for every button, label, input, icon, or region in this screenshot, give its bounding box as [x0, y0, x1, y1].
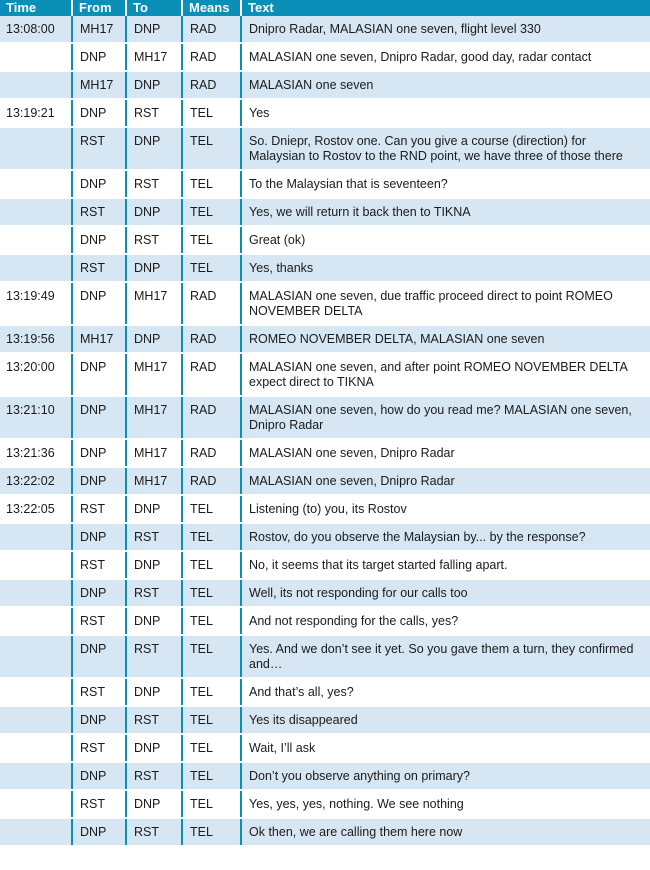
header-means: Means	[182, 0, 241, 16]
cell-time: 13:22:02	[0, 467, 72, 495]
cell-from: RST	[72, 495, 126, 523]
cell-text: To the Malaysian that is seventeen?	[241, 170, 650, 198]
cell-from: RST	[72, 254, 126, 282]
cell-means: TEL	[182, 706, 241, 734]
cell-to: RST	[126, 635, 182, 678]
table-row	[0, 523, 650, 551]
cell-time	[0, 607, 72, 635]
cell-from: DNP	[72, 439, 126, 467]
table-row	[0, 226, 650, 254]
cell-time	[0, 254, 72, 282]
cell-to: MH17	[126, 43, 182, 71]
cell-to: DNP	[126, 551, 182, 579]
cell-from: DNP	[72, 762, 126, 790]
cell-to: DNP	[126, 678, 182, 706]
cell-means: TEL	[182, 678, 241, 706]
cell-time	[0, 762, 72, 790]
cell-from: DNP	[72, 706, 126, 734]
table-row	[0, 762, 650, 790]
table-row	[0, 495, 650, 523]
cell-from: DNP	[72, 170, 126, 198]
cell-time	[0, 706, 72, 734]
cell-to: RST	[126, 706, 182, 734]
table-body	[0, 16, 650, 846]
cell-means: TEL	[182, 170, 241, 198]
cell-from: DNP	[72, 226, 126, 254]
header-to: To	[126, 0, 182, 16]
cell-text: Great (ok)	[241, 226, 650, 254]
cell-text: Don’t you observe anything on primary?	[241, 762, 650, 790]
cell-time	[0, 790, 72, 818]
cell-time	[0, 127, 72, 170]
cell-to: DNP	[126, 16, 182, 43]
cell-time: 13:20:00	[0, 353, 72, 396]
cell-time	[0, 579, 72, 607]
cell-time: 13:22:05	[0, 495, 72, 523]
table-row	[0, 439, 650, 467]
cell-from: RST	[72, 198, 126, 226]
cell-means: RAD	[182, 43, 241, 71]
cell-text: MALASIAN one seven, due traffic proceed direct to point ROMEO NOVEMBER DELTA	[241, 282, 650, 325]
table-header	[0, 0, 650, 16]
table-row	[0, 579, 650, 607]
cell-text: Yes, we will return it back then to TIKNA	[241, 198, 650, 226]
cell-time	[0, 226, 72, 254]
cell-to: MH17	[126, 396, 182, 439]
cell-to: RST	[126, 818, 182, 846]
cell-time	[0, 734, 72, 762]
cell-from: DNP	[72, 818, 126, 846]
cell-from: DNP	[72, 579, 126, 607]
cell-to: DNP	[126, 325, 182, 353]
cell-text: Rostov, do you observe the Malaysian by... by the response?	[241, 523, 650, 551]
cell-from: RST	[72, 607, 126, 635]
cell-text: Yes, thanks	[241, 254, 650, 282]
cell-text: MALASIAN one seven, and after point ROMEO NOVEMBER DELTA expect direct to TIKNA	[241, 353, 650, 396]
table-row	[0, 467, 650, 495]
cell-time: 13:19:21	[0, 99, 72, 127]
cell-from: RST	[72, 127, 126, 170]
cell-from: RST	[72, 551, 126, 579]
cell-means: TEL	[182, 523, 241, 551]
cell-text: Yes	[241, 99, 650, 127]
cell-text: MALASIAN one seven, Dnipro Radar, good day, radar contact	[241, 43, 650, 71]
table-row	[0, 551, 650, 579]
header-time: Time	[0, 0, 72, 16]
cell-means: RAD	[182, 325, 241, 353]
cell-to: RST	[126, 170, 182, 198]
table-row	[0, 325, 650, 353]
cell-from: DNP	[72, 635, 126, 678]
cell-to: DNP	[126, 607, 182, 635]
cell-means: TEL	[182, 818, 241, 846]
cell-time	[0, 43, 72, 71]
cell-text: And not responding for the calls, yes?	[241, 607, 650, 635]
cell-text: MALASIAN one seven, Dnipro Radar	[241, 467, 650, 495]
cell-to: DNP	[126, 495, 182, 523]
table-row	[0, 353, 650, 396]
cell-time	[0, 635, 72, 678]
cell-to: RST	[126, 579, 182, 607]
cell-to: DNP	[126, 127, 182, 170]
cell-means: TEL	[182, 99, 241, 127]
cell-to: DNP	[126, 790, 182, 818]
cell-time	[0, 198, 72, 226]
cell-means: TEL	[182, 254, 241, 282]
cell-means: TEL	[182, 607, 241, 635]
cell-means: TEL	[182, 495, 241, 523]
cell-to: DNP	[126, 198, 182, 226]
cell-text: Ok then, we are calling them here now	[241, 818, 650, 846]
cell-means: TEL	[182, 762, 241, 790]
cell-from: MH17	[72, 71, 126, 99]
cell-time	[0, 818, 72, 846]
table-row	[0, 16, 650, 43]
table-row	[0, 607, 650, 635]
cell-from: DNP	[72, 99, 126, 127]
cell-from: RST	[72, 734, 126, 762]
cell-from: RST	[72, 678, 126, 706]
cell-time	[0, 170, 72, 198]
cell-text: ROMEO NOVEMBER DELTA, MALASIAN one seven	[241, 325, 650, 353]
cell-text: Yes, yes, yes, nothing. We see nothing	[241, 790, 650, 818]
cell-text: Well, its not responding for our calls too	[241, 579, 650, 607]
cell-to: RST	[126, 99, 182, 127]
table-row	[0, 790, 650, 818]
cell-from: DNP	[72, 43, 126, 71]
cell-text: MALASIAN one seven, Dnipro Radar	[241, 439, 650, 467]
cell-means: RAD	[182, 467, 241, 495]
cell-means: RAD	[182, 353, 241, 396]
table-row	[0, 734, 650, 762]
header-row	[0, 0, 650, 16]
table-row	[0, 198, 650, 226]
cell-time: 13:08:00	[0, 16, 72, 43]
cell-means: RAD	[182, 439, 241, 467]
cell-time: 13:19:56	[0, 325, 72, 353]
cell-from: DNP	[72, 353, 126, 396]
header-from: From	[72, 0, 126, 16]
cell-from: MH17	[72, 325, 126, 353]
cell-text: And that’s all, yes?	[241, 678, 650, 706]
cell-text: Wait, I’ll ask	[241, 734, 650, 762]
cell-text: MALASIAN one seven	[241, 71, 650, 99]
cell-time	[0, 71, 72, 99]
cell-to: DNP	[126, 254, 182, 282]
table-row	[0, 71, 650, 99]
cell-means: RAD	[182, 16, 241, 43]
table-row	[0, 254, 650, 282]
cell-text: So. Dniepr, Rostov one. Can you give a course (direction) for Malaysian to Rostov to the RND point, we have three of those there	[241, 127, 650, 170]
cell-means: TEL	[182, 127, 241, 170]
cell-means: TEL	[182, 551, 241, 579]
cell-means: TEL	[182, 734, 241, 762]
table-row	[0, 818, 650, 846]
cell-to: MH17	[126, 353, 182, 396]
cell-means: TEL	[182, 635, 241, 678]
table-row	[0, 282, 650, 325]
table-row	[0, 99, 650, 127]
cell-text: No, it seems that its target started falling apart.	[241, 551, 650, 579]
cell-time	[0, 551, 72, 579]
cell-means: RAD	[182, 282, 241, 325]
cell-time	[0, 523, 72, 551]
cell-from: MH17	[72, 16, 126, 43]
header-text: Text	[241, 0, 650, 16]
cell-to: RST	[126, 226, 182, 254]
cell-time	[0, 678, 72, 706]
cell-time: 13:19:49	[0, 282, 72, 325]
cell-means: TEL	[182, 226, 241, 254]
cell-means: RAD	[182, 71, 241, 99]
table-row	[0, 170, 650, 198]
cell-to: DNP	[126, 734, 182, 762]
cell-to: MH17	[126, 439, 182, 467]
cell-time: 13:21:36	[0, 439, 72, 467]
cell-to: RST	[126, 523, 182, 551]
cell-from: DNP	[72, 467, 126, 495]
cell-from: DNP	[72, 523, 126, 551]
cell-from: RST	[72, 790, 126, 818]
cell-text: Yes. And we don’t see it yet. So you gave them a turn, they confirmed and…	[241, 635, 650, 678]
table-row	[0, 396, 650, 439]
cell-to: DNP	[126, 71, 182, 99]
cell-means: TEL	[182, 790, 241, 818]
cell-text: Listening (to) you, its Rostov	[241, 495, 650, 523]
cell-to: MH17	[126, 282, 182, 325]
table-row	[0, 127, 650, 170]
table-row	[0, 635, 650, 678]
cell-means: TEL	[182, 198, 241, 226]
cell-to: RST	[126, 762, 182, 790]
cell-text: Yes its disappeared	[241, 706, 650, 734]
cell-text: Dnipro Radar, MALASIAN one seven, flight level 330	[241, 16, 650, 43]
cell-means: RAD	[182, 396, 241, 439]
table-row	[0, 678, 650, 706]
cell-from: DNP	[72, 396, 126, 439]
table-row	[0, 43, 650, 71]
cell-from: DNP	[72, 282, 126, 325]
cell-time: 13:21:10	[0, 396, 72, 439]
cell-means: TEL	[182, 579, 241, 607]
cell-text: MALASIAN one seven, how do you read me? MALASIAN one seven, Dnipro Radar	[241, 396, 650, 439]
table-row	[0, 706, 650, 734]
cell-to: MH17	[126, 467, 182, 495]
